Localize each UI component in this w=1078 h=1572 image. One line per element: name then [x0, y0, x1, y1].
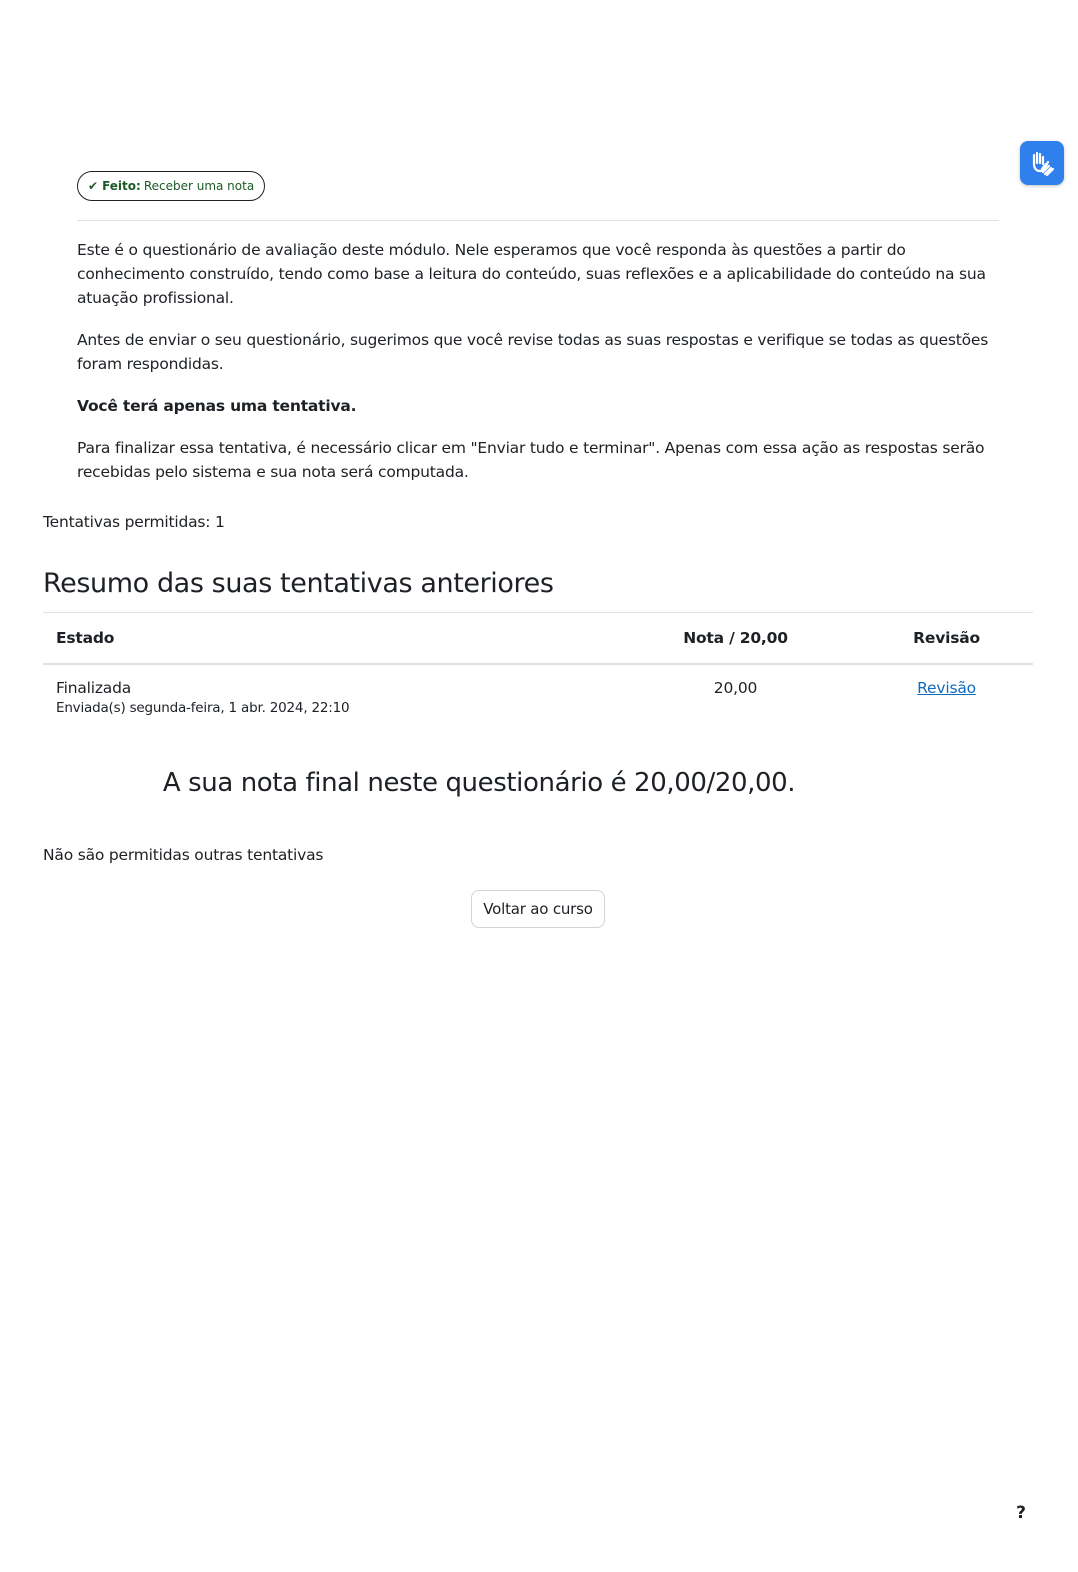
attempt-submitted-date: Enviada(s) segunda-feira, 1 abr. 2024, 22:10	[56, 700, 350, 716]
no-more-attempts-message: Não são permitidas outras tentativas	[43, 846, 324, 864]
hand-sign-language-icon	[1027, 148, 1057, 178]
accessibility-widget[interactable]	[1020, 141, 1064, 185]
table-row	[43, 664, 1033, 726]
completion-status-badge	[77, 171, 265, 201]
attempt-state-cell	[43, 664, 611, 726]
attempt-state: Finalizada	[56, 679, 132, 697]
attempts-allowed: Tentativas permitidas: 1	[43, 513, 225, 531]
review-link[interactable]: Revisão	[917, 679, 976, 697]
header-grade: Nota / 20,00	[683, 629, 788, 647]
intro-paragraph: Para finalizar essa tentativa, é necessário clicar em "Enviar tudo e terminar". Apenas com essa ação as respostas serão recebidas pelo sistema e sua nota será computada.	[77, 439, 985, 481]
quiz-intro	[77, 238, 997, 502]
intro-attempt-warning: Você terá apenas uma tentativa.	[77, 397, 357, 415]
attempts-summary-table	[43, 612, 1033, 726]
final-grade: A sua nota final neste questionário é 20,00/20,00.	[162, 768, 796, 798]
intro-paragraph: Antes de enviar o seu questionário, sugerimos que você revise todas as suas respostas e verifique se todas as questões foram respondidas.	[77, 331, 989, 373]
intro-paragraph: Este é o questionário de avaliação deste módulo. Nele esperamos que você responda às questões a partir do conhecimento construído, tendo como base a leitura do conteúdo, suas reflexões e a aplicabilidade do conteúdo na sua atuação profissional.	[77, 241, 986, 307]
table-header-row	[43, 613, 1033, 665]
question-icon: ?	[1016, 1503, 1026, 1523]
divider	[77, 220, 999, 221]
help-button[interactable]	[1011, 1500, 1031, 1526]
attempt-grade: 20,00	[713, 679, 758, 697]
check-icon: ✔	[88, 179, 99, 193]
header-state: Estado	[56, 629, 115, 647]
header-review: Revisão	[913, 629, 980, 647]
completion-status-label: Feito:	[102, 179, 141, 193]
completion-condition: Receber uma nota	[143, 179, 255, 193]
back-to-course-button[interactable]: Voltar ao curso	[471, 890, 605, 928]
attempt-review-cell	[860, 664, 1033, 726]
attempts-summary-title: Resumo das suas tentativas anteriores	[43, 568, 554, 599]
